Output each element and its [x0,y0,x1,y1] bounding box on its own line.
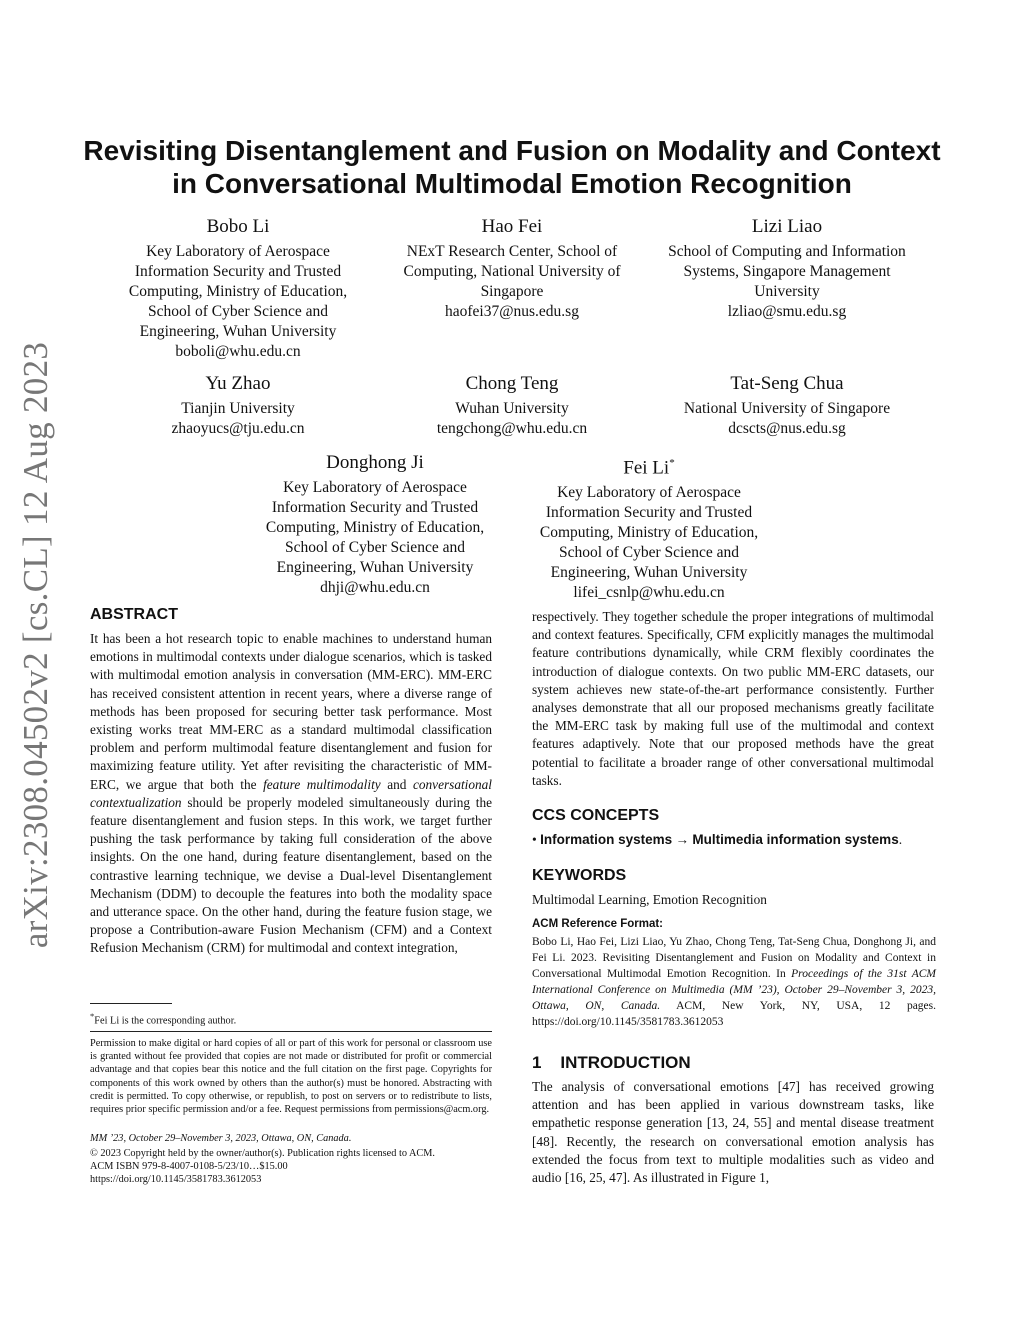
abstract-continued: respectively. They together schedule the proper integrations of multimodal and context features. Specifically, CFM explicitly manages the multimodal feature contributions dynamically, while CRM flexibly coordinates the introduction of dialogue contexts. On two public MM-ERC datasets, our system achieves new state-of-the-art performance consistently. Further analyses demonstrate that all our proposed mechanisms greatly facilitate the MM-ERC task by making full use of the multimodal and context features adaptively. Note that our proposed methods have the great potential to facilitate a broader range of other conversational multimodal tasks. [532,609,934,788]
author-block [650,216,924,322]
author-affiliation-line: Key Laboratory of Aerospace [557,484,741,502]
author-affiliation-line: Wuhan University [455,400,569,417]
author-affiliation-line: Tianjin University [181,400,295,417]
author-affiliation-line: Engineering, Wuhan University [276,559,474,576]
author-block [382,373,642,439]
conference-info: MM ’23, October 29–November 3, 2023, Ottawa, ON, Canada. [90,1133,352,1144]
arxiv-id: arXiv:2308.04502v2 [cs.CL] 12 Aug 2023 [16,341,55,949]
author-affiliation-line: Information Security and Trusted [545,504,753,522]
ccs-period: . [898,832,903,847]
author-affiliation-line: Key Laboratory of Aerospace [146,243,330,260]
author-block [650,373,924,439]
abstract-emphasis: feature multimodality [263,776,381,792]
reference-format-text [532,934,936,1030]
author-email: lzliao@smu.edu.sg [727,303,847,320]
author-affiliation-line: School of Cyber Science and [148,303,328,320]
isbn: ACM ISBN 979-8-4007-0108-5/23/10…$15.00 [90,1161,288,1172]
author-block [522,452,776,603]
arxiv-stamp [14,341,58,949]
author-block [248,452,502,598]
keywords-text: Multimodal Learning, Emotion Recognition [532,892,767,907]
author-affiliation-line: Engineering, Wuhan University [139,323,337,340]
author-affiliation-line: Computing, Ministry of Education, [128,283,348,300]
abstract-text-part: and [380,776,413,792]
ccs-category: Information systems [540,832,673,847]
author-name: Donghong Ji [326,452,424,473]
permission-notice: Permission to make digital or hard copies of all or part of this work for personal or classroom use is granted without fee provided that copies are not made or distributed for profit or commercial advantage and that copies bear this notice and the full citation on the first page. Copyrights for components of this work owned by others than the author(s) must be honored. Abstracting with credit is permitted. To copy otherwise, or republish, to post on servers or to redistribute to lists, requires prior specific permission and/or a fee. Request permissions from permissions@acm.org. [90,1038,492,1116]
author-block [382,216,642,322]
ccs-bullet: • [532,832,537,847]
abstract-emphasis: conversational contextualization [90,776,492,810]
keywords-heading: KEYWORDS [532,867,627,884]
author-email: tengchong@whu.edu.cn [436,420,588,437]
author-name: Chong Teng [465,373,559,394]
author-affiliation-line: Engineering, Wuhan University [550,564,748,582]
author-affiliation-line: Computing, National University of [403,263,621,280]
ccs-arrow: → [675,832,690,847]
copyright-notice: © 2023 Copyright held by the owner/author(s). Publication rights licensed to ACM. [90,1148,436,1159]
author-email: dcscts@nus.edu.sg [728,420,846,437]
footnote-mark: * [90,1011,95,1021]
author-affiliation-line: Information Security and Trusted [271,499,479,516]
author-name: Hao Fei [481,216,543,237]
footnote-text: Fei Li is the corresponding author. [94,1015,237,1027]
reference-text: Bobo Li, Hao Fei, Lizi Liao, Yu Zhao, Chong Teng, Tat-Seng Chua, Donghong Ji, and Fei Li. 2023. Revisiting Disentanglement and Fusion on Modality and Context in Conversational Multimodal Emotion Recognition. In [532,936,936,980]
footnote-rule [90,1003,172,1004]
author-affiliation-line: Information Security and Trusted [134,263,342,280]
introduction-text: The analysis of conversational emotions [47] has received growing attention and has been applied in various downstream tasks, like empathetic response generation [13, 24, 55] and mental disease treatment [48]. Recently, the research on conversational emotion analysis has extended the focus from text to multiple modalities such as video and audio [16, 25, 47]. As illustrated in Figure 1, [532,1079,934,1186]
ccs-concepts [532,831,934,849]
abstract-text-part: should be properly modeled simultaneously during the feature disentanglement and fusion steps. In this work, we target further pushing the task performance by taking full consideration of the above insights. On the one hand, during feature disentanglement, based on the contrastive learning technique, we devise a Dual-level Disentanglement Mechanism (DDM) to decouple the features into both the modality space and utterance space. On the other hand, during the feature fusion stage, we propose a Contribution-aware Fusion Mechanism (CFM) and a Context Refusion Mechanism (CRM) for multimodal and context integration, [90,794,492,956]
author-affiliation-line: School of Cyber Science and [285,539,465,556]
footnote [90,1010,492,1028]
author-affiliation-line: Singapore [480,283,544,300]
author-affiliation-line: School of Cyber Science and [559,544,739,562]
reference-text: ACM, New York, NY, USA, 12 pages. https://doi.org/10.1145/3581783.3612053 [532,1000,937,1028]
author-name: Tat-Seng Chua [730,373,844,394]
author-email: haofei37@nus.edu.sg [445,303,579,320]
author-block [112,373,364,439]
doi-link[interactable]: https://doi.org/10.1145/3581783.3612053 [90,1174,262,1185]
author-affiliation-line: Systems, Singapore Management [683,263,891,280]
author-affiliation-line: National University of Singapore [683,400,891,417]
author-affiliation-line: NExT Research Center, School of [406,243,618,260]
title-line-1: Revisiting Disentanglement and Fusion on Modality and Context [83,135,941,166]
author-affiliation-line: Key Laboratory of Aerospace [283,479,467,496]
author-name: Lizi Liao [751,216,823,237]
abstract-text [90,630,492,958]
introduction-heading: 1 INTRODUCTION [532,1053,691,1072]
ccs-heading: CCS CONCEPTS [532,807,660,824]
author-name: Fei Li [623,457,670,479]
author-email: lifei_csnlp@whu.edu.cn [573,584,725,602]
author-name: Bobo Li [206,216,270,237]
reference-format-heading: ACM Reference Format: [532,918,663,930]
author-email: dhji@whu.edu.cn [320,579,430,596]
abstract-heading: ABSTRACT [90,606,178,623]
permission-rule [90,1031,492,1032]
paper-title [60,134,964,200]
abstract-text-part: It has been a hot research topic to enable machines to understand human emotions in multimodal contexts under dialogue scenarios, which is tasked with multimodal emotion analysis in conversation (MM-ERC). MM-ERC has received consistent attention in recent years, where a diverse range of methods has been proposed for securing better task performance. Most existing works treat MM-ERC as a standard multimodal classification problem and perform multimodal feature disentanglement and fusion for maximizing feature utility. Yet after revisiting the characteristic of MM-ERC, we argue that both the [90,631,492,792]
reference-venue: Proceedings of the 31st ACM International Conference on Multimedia (MM ’23), October 29–November 3, 2023, Ottawa, ON, Canada. [532,968,936,1012]
author-affiliation-line: Computing, Ministry of Education, [539,524,759,542]
author-email: boboli@whu.edu.cn [175,343,301,360]
ccs-subcategory: Multimedia information systems [692,832,899,847]
author-affiliation-line: School of Computing and Information [668,243,906,260]
author-name-line [522,452,776,479]
title-line-2: in Conversational Multimodal Emotion Recognition [172,168,852,199]
author-block [112,216,364,362]
corresponding-mark: * [669,457,675,469]
author-name: Yu Zhao [205,373,271,394]
author-email: zhaoyucs@tju.edu.cn [171,420,305,437]
author-affiliation-line: University [754,283,820,300]
author-affiliation-line: Computing, Ministry of Education, [265,519,485,536]
